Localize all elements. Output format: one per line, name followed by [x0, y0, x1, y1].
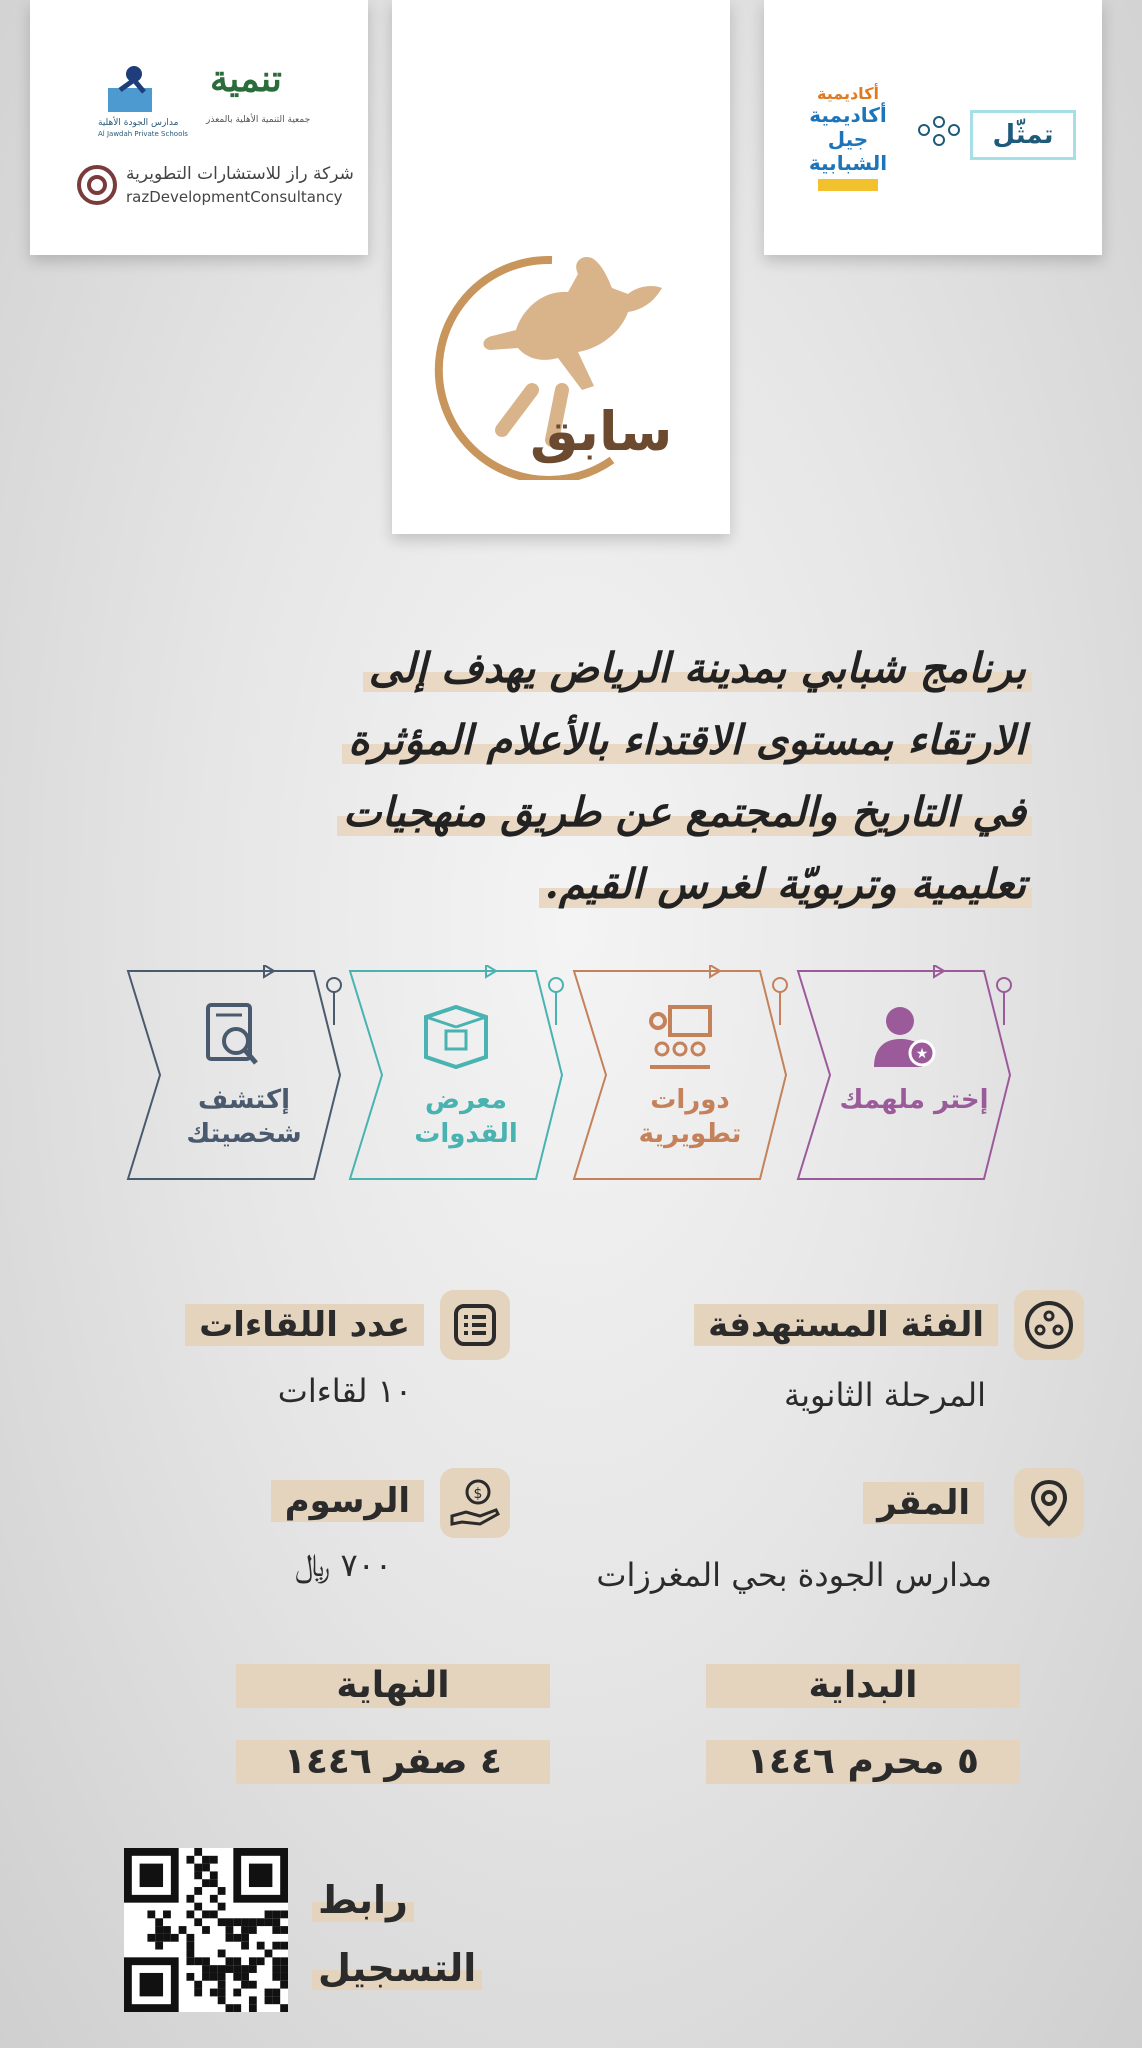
- location-title: المقر: [863, 1482, 984, 1524]
- exhibition-icon: [416, 997, 496, 1077]
- svg-text:★: ★: [915, 1046, 929, 1062]
- location-pin-icon: [1014, 1468, 1084, 1538]
- step-label-3: دورات تطويرية: [638, 1085, 742, 1149]
- partner-logos-card-left: [30, 0, 368, 255]
- target-icon-box: [1014, 1290, 1084, 1360]
- qr-code-icon: [124, 1848, 288, 2012]
- registration-label-line-2: التسجيل: [312, 1946, 482, 1990]
- jawdah-logo: [100, 60, 160, 124]
- step-chevron-3: [570, 965, 790, 1185]
- start-value: ٥ محرم ١٤٤٦: [706, 1740, 1020, 1784]
- jawdah-logo-text: مدارس الجودة الأهلية: [98, 118, 179, 128]
- jeel-academy-logo: أكاديمية أكاديمية جيل الشبابية: [808, 84, 888, 191]
- location-icon-box: [1014, 1468, 1084, 1538]
- partner-logos-card-right: [764, 0, 1102, 255]
- target-title: الفئة المستهدفة: [694, 1304, 998, 1346]
- registration-label-line-1: رابط: [312, 1878, 414, 1922]
- tanmia-logo: تنمية: [210, 58, 282, 100]
- tanmia-logo-subtext: جمعية التنمية الأهلية بالمعذر: [206, 115, 311, 125]
- sabiq-logo-card: [392, 0, 730, 534]
- svg-text:$: $: [473, 1486, 483, 1502]
- fees-title: الرسوم: [271, 1480, 424, 1522]
- list-icon: [440, 1290, 510, 1360]
- fees-icon-box: [440, 1468, 510, 1538]
- target-value: المرحلة الثانوية: [783, 1376, 986, 1414]
- tamaththal-logo: تمثّل: [970, 110, 1076, 160]
- meetings-value: ١٠ لقاءات: [277, 1372, 412, 1410]
- people-network-icon: [914, 110, 964, 154]
- training-icon: [640, 997, 720, 1077]
- registration-qr-code[interactable]: [124, 1848, 288, 2012]
- program-description: [132, 632, 1032, 920]
- meetings-title: عدد اللقاءات: [185, 1304, 424, 1346]
- location-value: مدارس الجودة بحي المغرزات: [596, 1556, 992, 1594]
- intro-line-2: الارتقاء بمستوى الاقتداء بالأعلام المؤثرة: [342, 716, 1032, 764]
- raz-logo-english: razDevelopmentConsultancy: [126, 188, 343, 206]
- step-chevron-1: [124, 965, 344, 1185]
- sabiq-logo-text: سابق: [530, 400, 673, 463]
- fees-value: ٧٠٠ ﷼: [294, 1546, 392, 1584]
- step-label-1: إكتشف شخصيتك: [186, 1085, 302, 1149]
- end-title: النهاية: [236, 1664, 550, 1708]
- raz-logo-mark: [74, 162, 120, 212]
- jawdah-logo-subtext: Al Jawdah Private Schools: [98, 130, 188, 138]
- intro-line-1: برنامج شبابي بمدينة الرياض يهدف إلى: [363, 644, 1032, 692]
- step-label-4: إختر ملهمك: [839, 1085, 989, 1115]
- end-value: ٤ صفر ١٤٤٦: [236, 1740, 550, 1784]
- step-chevron-2: [346, 965, 566, 1185]
- user-star-icon: [864, 997, 944, 1077]
- step-label-2: معرض القدوات: [414, 1085, 518, 1149]
- document-search-icon: [194, 997, 274, 1077]
- money-hand-icon: [440, 1468, 510, 1538]
- group-icon: [1014, 1290, 1084, 1360]
- step-chevron-4: [794, 965, 1014, 1185]
- intro-line-3: في التاريخ والمجتمع عن طريق منهجيات: [337, 788, 1032, 836]
- raz-logo-arabic: شركة راز للاستشارات التطويرية: [126, 164, 354, 184]
- start-title: البداية: [706, 1664, 1020, 1708]
- meetings-icon-box: [440, 1290, 510, 1360]
- intro-line-4: تعليمية وتربويّة لغرس القيم.: [539, 860, 1032, 908]
